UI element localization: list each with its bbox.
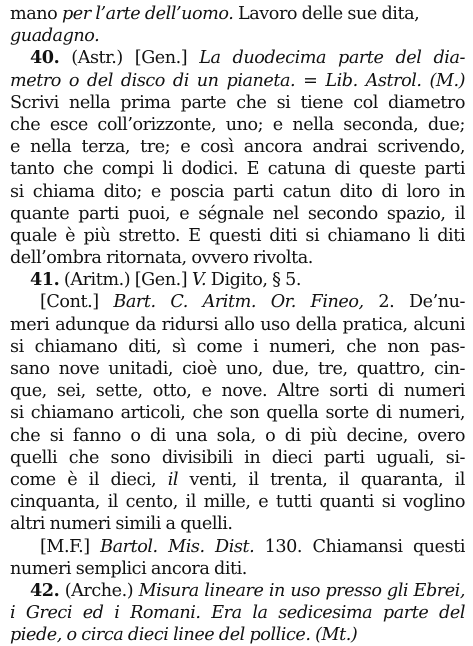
text-run: si chiama dito; e poscia parti catun dito di loro in xyxy=(10,181,465,202)
text-line xyxy=(10,70,465,92)
text-run: mano xyxy=(10,4,62,24)
text-run: 42. xyxy=(30,579,60,601)
text-run: il xyxy=(167,469,179,490)
text-run: La duodecima parte del dia- xyxy=(199,48,465,69)
text-run: 40. xyxy=(30,47,60,69)
text-line xyxy=(10,447,465,469)
text-line xyxy=(10,491,465,513)
text-run: e nella terza, tre; e così ancora andrai scrivendo, xyxy=(10,137,465,158)
text-run: quale è più stretto. E questi diti si chiamano li diti xyxy=(10,225,465,246)
text-run: piede, o circa dieci linee del pollice. (Mt.) xyxy=(10,625,358,646)
entry-40-heading xyxy=(10,47,465,69)
text-run: quante parti puoi, e ségnale nel secondo spazio, il xyxy=(10,203,465,224)
text-run: Misura lineare in uso presso gli Ebrei, xyxy=(138,580,465,601)
text-line xyxy=(10,114,465,136)
text-line xyxy=(10,136,465,158)
text-line xyxy=(10,558,465,580)
text-line xyxy=(10,358,465,380)
text-line xyxy=(10,380,465,402)
entry-42-heading xyxy=(10,580,465,602)
text-run: (Aritm.) [Gen.] xyxy=(59,270,192,291)
text-line xyxy=(10,602,465,624)
text-run: guadagno. xyxy=(10,26,100,47)
text-run: 130. Chiamansi questi xyxy=(254,536,465,557)
text-run: venti, il trenta, il quaranta, il xyxy=(178,469,465,490)
text-run: si chiamano diti, sì come i numeri, che non pas- xyxy=(10,336,465,357)
text-line xyxy=(10,336,465,358)
text-run: (Arche.) xyxy=(59,580,139,601)
text-run: Digito, § 5. xyxy=(206,270,302,291)
text-line xyxy=(10,425,465,447)
text-run: numeri semplici ancora diti. xyxy=(10,558,247,579)
text-line xyxy=(10,469,465,491)
text-run: cinquanta, il cento, il mille, e tutti quanti si voglino xyxy=(10,492,465,513)
text-line xyxy=(10,291,465,313)
text-run: [Cont.] xyxy=(40,292,114,313)
text-run: sano nove unitadi, cioè uno, due, tre, quattro, cin- xyxy=(10,359,465,379)
text-line xyxy=(10,624,465,646)
text-run: [M.F.] xyxy=(40,536,101,557)
text-run: i Greci ed i Romani. Era la sedicesima parte del xyxy=(10,603,465,624)
text-run: quelli che sono divisibili in dieci parti uguali, si- xyxy=(10,447,465,468)
text-line xyxy=(10,3,465,25)
text-run: che esce coll’orizzonte, uno; e nella seconda, due; xyxy=(10,114,465,135)
text-line xyxy=(10,247,465,269)
text-run: si chiamano articoli, che son quella sorte di numeri, xyxy=(10,403,465,424)
text-run: meri adunque da ridursi allo uso della pratica, alcuni xyxy=(10,314,465,335)
text-line xyxy=(10,158,465,180)
text-line xyxy=(10,25,465,47)
text-run: altri numeri simili a quelli. xyxy=(10,514,233,535)
text-line xyxy=(10,203,465,225)
text-run: Lavoro delle sue dita, xyxy=(233,4,420,24)
text-line xyxy=(10,402,465,424)
text-line xyxy=(10,181,465,203)
text-run: tanto che compi li dodici. E catuna di queste parti xyxy=(10,159,465,180)
text-line xyxy=(10,92,465,114)
text-run: Bart. C. Aritm. Or. Fineo, xyxy=(113,292,364,313)
text-run: que, sei, sette, otto, e nove. Altre sorti di numeri xyxy=(10,381,465,402)
text-run: 2. De’nu- xyxy=(363,292,465,313)
text-run: dell’ombra ritornata, ovvero rivolta. xyxy=(10,248,313,269)
text-run: per l’arte dell’uomo. xyxy=(61,4,234,24)
text-line xyxy=(10,513,465,535)
text-line xyxy=(10,225,465,247)
text-line xyxy=(10,536,465,558)
text-run: Bartol. Mis. Dist. xyxy=(100,536,255,557)
text-run: V. xyxy=(191,270,207,291)
text-run: 41. xyxy=(30,269,60,291)
text-run: che si fanno o di una sola, o di più decine, overo xyxy=(10,425,465,446)
text-run: Scrivi nella prima parte che si tiene col diametro xyxy=(10,92,465,113)
text-run: metro o del disco di un pianeta. = Lib. Astrol. (M.) xyxy=(10,70,465,91)
text-line xyxy=(10,314,465,336)
text-run: come è il dieci, xyxy=(10,469,168,490)
text-run: (Astr.) [Gen.] xyxy=(59,48,200,69)
entry-41-heading xyxy=(10,269,465,291)
